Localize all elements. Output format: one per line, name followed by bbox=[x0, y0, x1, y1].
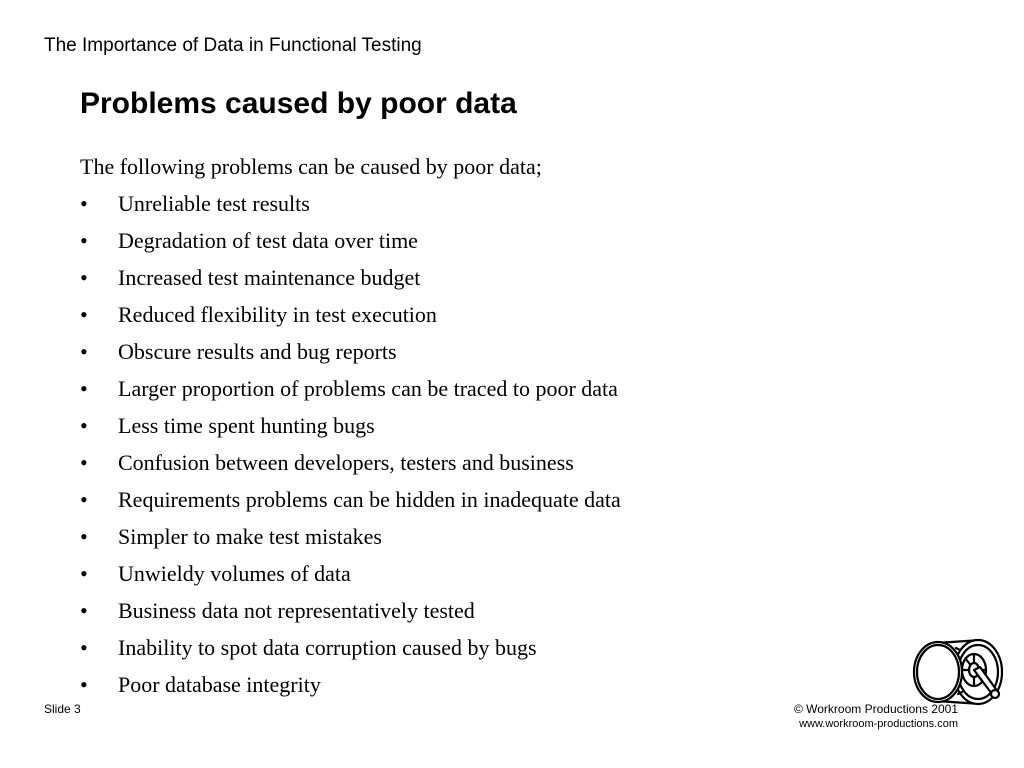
presentation-title: The Importance of Data in Functional Testing bbox=[44, 35, 422, 56]
bullet-text: Confusion between developers, testers and business bbox=[118, 450, 574, 475]
bullet-icon: • bbox=[80, 450, 88, 475]
slide-heading: Problems caused by poor data bbox=[80, 87, 517, 120]
list-item bbox=[80, 337, 940, 374]
bullet-text: Obscure results and bug reports bbox=[118, 339, 397, 364]
bullet-icon: • bbox=[80, 265, 88, 290]
list-item bbox=[80, 485, 940, 522]
list-item bbox=[80, 374, 940, 411]
bullet-text: Reduced flexibility in test execution bbox=[118, 302, 437, 327]
website-link[interactable]: www.workroom-productions.com bbox=[799, 718, 958, 730]
bullet-icon: • bbox=[80, 339, 88, 364]
slide-content bbox=[80, 152, 940, 707]
bullet-icon: • bbox=[80, 524, 88, 549]
intro-text: The following problems can be caused by poor data; bbox=[80, 154, 542, 179]
footer-credits bbox=[794, 702, 958, 731]
list-item bbox=[80, 263, 940, 300]
list-item bbox=[80, 189, 940, 226]
bullet-icon: • bbox=[80, 561, 88, 586]
bullet-text: Inability to spot data corruption caused by bugs bbox=[118, 635, 537, 660]
list-item bbox=[80, 226, 940, 263]
bullet-icon: • bbox=[80, 413, 88, 438]
bullet-icon: • bbox=[80, 635, 88, 660]
bullet-icon: • bbox=[80, 672, 88, 697]
bullet-text: Unreliable test results bbox=[118, 191, 310, 216]
bullet-icon: • bbox=[80, 228, 88, 253]
list-item bbox=[80, 559, 940, 596]
list-item bbox=[80, 522, 940, 559]
bullet-icon: • bbox=[80, 487, 88, 512]
list-item bbox=[80, 596, 940, 633]
copyright-text: © Workroom Productions 2001 bbox=[793, 702, 958, 716]
bullet-icon: • bbox=[80, 376, 88, 401]
bullet-text: Business data not representatively tested bbox=[118, 598, 475, 623]
bullet-icon: • bbox=[80, 598, 88, 623]
bullet-text: Requirements problems can be hidden in inadequate data bbox=[118, 487, 621, 512]
film-reel-logo-icon bbox=[908, 636, 1012, 708]
bullet-text: Less time spent hunting bugs bbox=[118, 413, 375, 438]
slide-number: Slide 3 bbox=[44, 702, 81, 716]
bullet-text: Poor database integrity bbox=[118, 672, 321, 697]
bullet-text: Larger proportion of problems can be traced to poor data bbox=[118, 376, 618, 401]
bullet-icon: • bbox=[80, 191, 88, 216]
list-item bbox=[80, 411, 940, 448]
bullet-list bbox=[80, 189, 940, 707]
list-item bbox=[80, 633, 940, 670]
bullet-text: Unwieldy volumes of data bbox=[118, 561, 351, 586]
bullet-icon: • bbox=[80, 302, 88, 327]
list-item bbox=[80, 300, 940, 337]
bullet-text: Degradation of test data over time bbox=[118, 228, 418, 253]
bullet-text: Simpler to make test mistakes bbox=[118, 524, 382, 549]
list-item bbox=[80, 448, 940, 485]
bullet-text: Increased test maintenance budget bbox=[118, 265, 421, 290]
